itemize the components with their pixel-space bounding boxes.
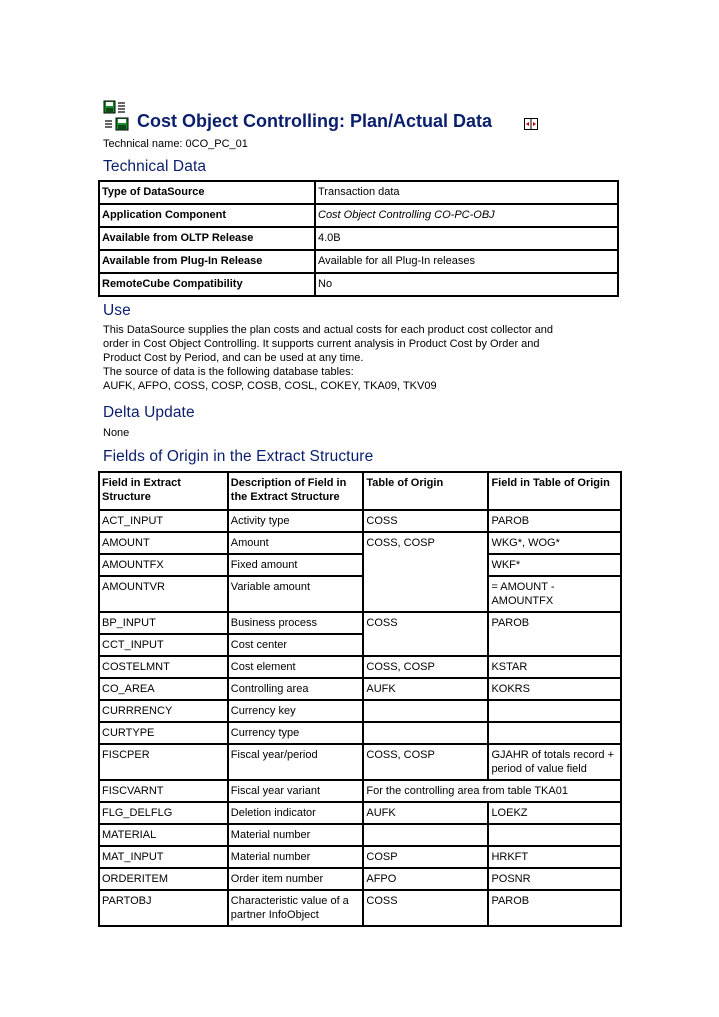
table-row <box>99 204 618 227</box>
table-cell: PAROB <box>488 890 621 926</box>
table-cell-label: Type of DataSource <box>99 181 315 204</box>
table-cell: Controlling area <box>228 678 364 700</box>
table-cell: COSS, COSP <box>363 532 488 554</box>
section-heading-technical-data: Technical Data <box>103 158 207 175</box>
table-cell: AMOUNTFX <box>99 554 228 576</box>
table-row <box>99 846 621 868</box>
page-title: Cost Object Controlling: Plan/Actual Data <box>137 111 493 131</box>
table-cell: FLG_DELFLG <box>99 802 228 824</box>
table-cell: COSS <box>363 612 488 634</box>
section-heading-delta-update: Delta Update <box>103 404 195 421</box>
use-line: Product Cost by Period, and can be used at any time. <box>103 352 364 364</box>
expand-icon[interactable] <box>524 118 538 130</box>
table-cell: CURRRENCY <box>99 700 228 722</box>
table-cell: Fiscal year variant <box>228 780 364 802</box>
table-cell <box>363 576 488 612</box>
table-cell: Cost element <box>228 656 364 678</box>
section-heading-fields: Fields of Origin in the Extract Structure <box>103 448 374 465</box>
table-cell: AMOUNTVR <box>99 576 228 612</box>
table-row <box>99 824 621 846</box>
table-row <box>99 890 621 926</box>
table-cell: AUFK <box>363 802 488 824</box>
table-cell <box>488 722 621 744</box>
table-cell: Order item number <box>228 868 364 890</box>
table-cell <box>488 824 621 846</box>
table-cell: Material number <box>228 846 364 868</box>
table-cell: For the controlling area from table TKA01 <box>363 780 621 802</box>
table-cell: AFPO <box>363 868 488 890</box>
table-cell: GJAHR of totals record + period of value field <box>488 744 621 780</box>
table-row <box>99 612 621 634</box>
table-cell: PAROB <box>488 510 621 532</box>
table-cell: MATERIAL <box>99 824 228 846</box>
table-cell: Amount <box>228 532 364 554</box>
column-header: Description of Field in the Extract Structure <box>228 472 364 510</box>
table-cell-label: Available from Plug-In Release <box>99 250 315 273</box>
table-row <box>99 678 621 700</box>
table-cell: WKG*, WOG* <box>488 532 621 554</box>
table-cell <box>488 700 621 722</box>
table-row <box>99 868 621 890</box>
table-cell: PAROB <box>488 612 621 634</box>
table-cell: WKF* <box>488 554 621 576</box>
table-row <box>99 744 621 780</box>
table-cell: CCT_INPUT <box>99 634 228 656</box>
table-cell: ORDERITEM <box>99 868 228 890</box>
table-header-row <box>99 472 621 510</box>
section-heading-use: Use <box>103 302 131 319</box>
use-line: This DataSource supplies the plan costs and actual costs for each product cost collector and <box>103 324 554 336</box>
table-cell <box>363 634 488 656</box>
table-cell: = AMOUNT - AMOUNTFX <box>488 576 621 612</box>
table-cell <box>363 554 488 576</box>
table-cell: COSS, COSP <box>363 656 488 678</box>
table-cell: COSS <box>363 510 488 532</box>
table-cell: COSS <box>363 890 488 926</box>
table-cell: LOEKZ <box>488 802 621 824</box>
table-row <box>99 227 618 250</box>
table-cell-label: Application Component <box>99 204 315 227</box>
use-description <box>103 323 603 393</box>
table-cell: Variable amount <box>228 576 364 612</box>
table-row <box>99 656 621 678</box>
document-page <box>97 98 622 921</box>
column-header: Field in Extract Structure <box>99 472 228 510</box>
table-row <box>99 250 618 273</box>
table-cell: CURTYPE <box>99 722 228 744</box>
table-cell <box>363 722 488 744</box>
table-cell-value: No <box>315 273 618 296</box>
table-cell: CO_AREA <box>99 678 228 700</box>
table-cell: COSS, COSP <box>363 744 488 780</box>
use-line: AUFK, AFPO, COSS, COSP, COSB, COSL, COKEY, TKA09, TKV09 <box>103 380 437 392</box>
table-cell-value: Available for all Plug-In releases <box>315 250 618 273</box>
table-cell <box>363 824 488 846</box>
table-cell: Fixed amount <box>228 554 364 576</box>
table-row <box>99 802 621 824</box>
technical-name: Technical name: 0CO_PC_01 <box>103 138 248 150</box>
column-header: Field in Table of Origin <box>488 472 621 510</box>
table-row <box>99 510 621 532</box>
table-cell: KOKRS <box>488 678 621 700</box>
table-cell: HRKFT <box>488 846 621 868</box>
datasource-icon <box>103 100 133 132</box>
table-cell: PARTOBJ <box>99 890 228 926</box>
column-header: Table of Origin <box>363 472 488 510</box>
technical-data-table <box>98 180 619 297</box>
table-row <box>99 634 621 656</box>
use-line: The source of data is the following database tables: <box>103 366 354 378</box>
table-cell-value: 4.0B <box>315 227 618 250</box>
table-cell: KSTAR <box>488 656 621 678</box>
table-cell <box>488 634 621 656</box>
table-cell: Fiscal year/period <box>228 744 364 780</box>
table-row <box>99 181 618 204</box>
table-cell: ACT_INPUT <box>99 510 228 532</box>
table-cell <box>363 700 488 722</box>
use-line: order in Cost Object Controlling. It supports current analysis in Product Cost by Order and <box>103 338 540 350</box>
delta-value: None <box>103 427 130 439</box>
table-row <box>99 554 621 576</box>
table-cell: Characteristic value of a partner InfoObject <box>228 890 364 926</box>
fields-table <box>98 471 622 927</box>
table-cell: Activity type <box>228 510 364 532</box>
table-cell-value: Cost Object Controlling CO-PC-OBJ <box>315 204 618 227</box>
table-cell-label: RemoteCube Compatibility <box>99 273 315 296</box>
table-cell: BP_INPUT <box>99 612 228 634</box>
table-row <box>99 722 621 744</box>
table-cell: POSNR <box>488 868 621 890</box>
table-row <box>99 780 621 802</box>
table-cell: MAT_INPUT <box>99 846 228 868</box>
title-row <box>97 98 622 150</box>
table-cell: AUFK <box>363 678 488 700</box>
table-cell: Currency type <box>228 722 364 744</box>
table-cell: FISCVARNT <box>99 780 228 802</box>
table-cell: COSTELMNT <box>99 656 228 678</box>
table-cell: Business process <box>228 612 364 634</box>
table-cell-label: Available from OLTP Release <box>99 227 315 250</box>
table-cell: Currency key <box>228 700 364 722</box>
table-cell: Cost center <box>228 634 364 656</box>
table-row <box>99 273 618 296</box>
table-cell-value: Transaction data <box>315 181 618 204</box>
table-row <box>99 576 621 612</box>
table-cell: Material number <box>228 824 364 846</box>
table-row <box>99 532 621 554</box>
table-cell: AMOUNT <box>99 532 228 554</box>
table-cell: FISCPER <box>99 744 228 780</box>
table-cell: Deletion indicator <box>228 802 364 824</box>
table-cell: COSP <box>363 846 488 868</box>
table-row <box>99 700 621 722</box>
